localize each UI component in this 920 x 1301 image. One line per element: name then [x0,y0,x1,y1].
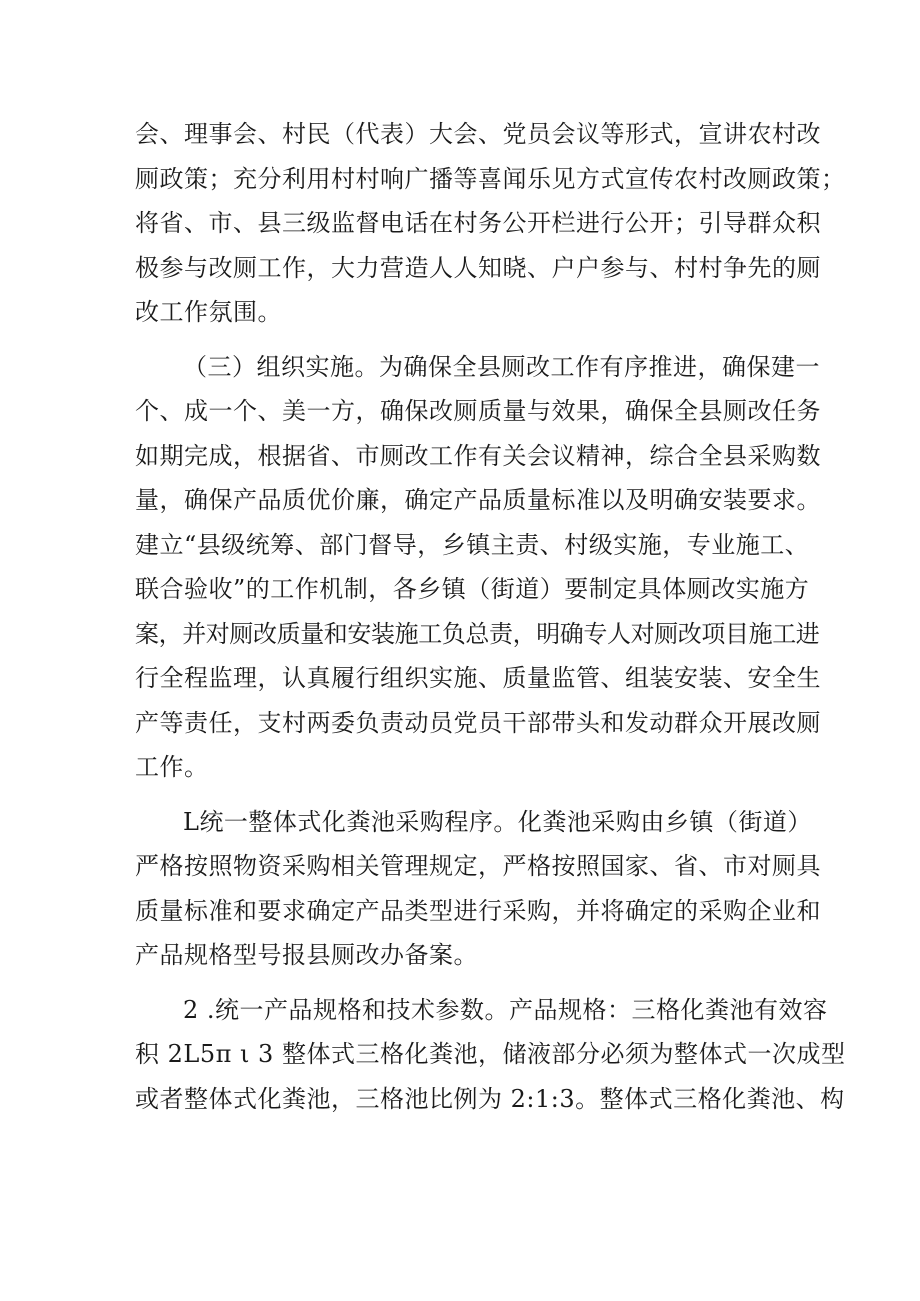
text-line: 案，并对厕改质量和安装施工负总责，明确专人对厕改项目施工进 [135,619,820,648]
text-line: 或者整体式化粪池，三格池比例为 2:1:3。整体式三格化粪池、构 [135,1084,845,1113]
text-line: 行全程监理，认真履行组织实施、质量监管、组装安装、安全生 [135,664,821,692]
text-line: 质量标准和要求确定产品类型进行采购，并将确定的采购企业和 [135,896,821,925]
text-line: 建立“县级统筹、部门督导，乡镇主责、村级实施，专业施工、 [135,530,810,559]
text-line: （三）组织实施。为确保全县厕改工作有序推进，确保建一 [183,352,820,381]
text-line: 产品规格型号报县厕改办备案。 [135,941,478,969]
text-line: 将省、市、县三级监督电话在村务公开栏进行公开；引导群众积 [135,209,821,237]
text-line: 量，确保产品质优价廉，确定产品质量标准以及明确安装要求。 [135,486,821,514]
text-line: L统一整体式化粪池采购程序。化粪池采购由乡镇（街道） [183,807,812,836]
text-line: 产等责任，支村两委负责动员党员干部带头和发动群众开展改厕 [135,708,821,737]
text-line: 积 2L5π ι 3 整体式三格化粪池，储液部分必须为整体式一次成型 [135,1040,846,1068]
text-line: 严格按照物资采购相关管理规定，严格按照国家、省、市对厕具 [135,852,821,880]
text-line: 改工作氛围。 [135,298,282,326]
text-line: 工作。 [135,753,209,781]
text-line: 会、理事会、村民（代表）大会、党员会议等形式，宣讲农村改 [135,120,821,148]
paragraph-publicity [135,112,846,335]
paragraph-specifications [135,988,846,1122]
text-line: 个、成一个、美一方，确保改厕质量与效果，确保全县厕改任务 [135,397,821,425]
text-line: 极参与改厕工作，大力营造人人知晓、户户参与、村村争先的厕 [135,253,821,282]
text-line: 如期完成，根据省、市厕改工作有关会议精神，综合全县采购数 [135,441,821,470]
paragraph-organization [135,345,821,790]
paragraph-procurement [135,800,821,978]
text-line: 2 .统一产品规格和技术参数。产品规格：三格化粪池有效容 [183,995,828,1024]
text-line: 厕政策；充分利用村村响广播等喜闻乐见方式宣传农村改厕政策； [135,164,846,193]
document-body [135,112,846,1131]
text-line: 联合验收”的工作机制，各乡镇（街道）要制定具体厕改实施方 [135,575,810,603]
